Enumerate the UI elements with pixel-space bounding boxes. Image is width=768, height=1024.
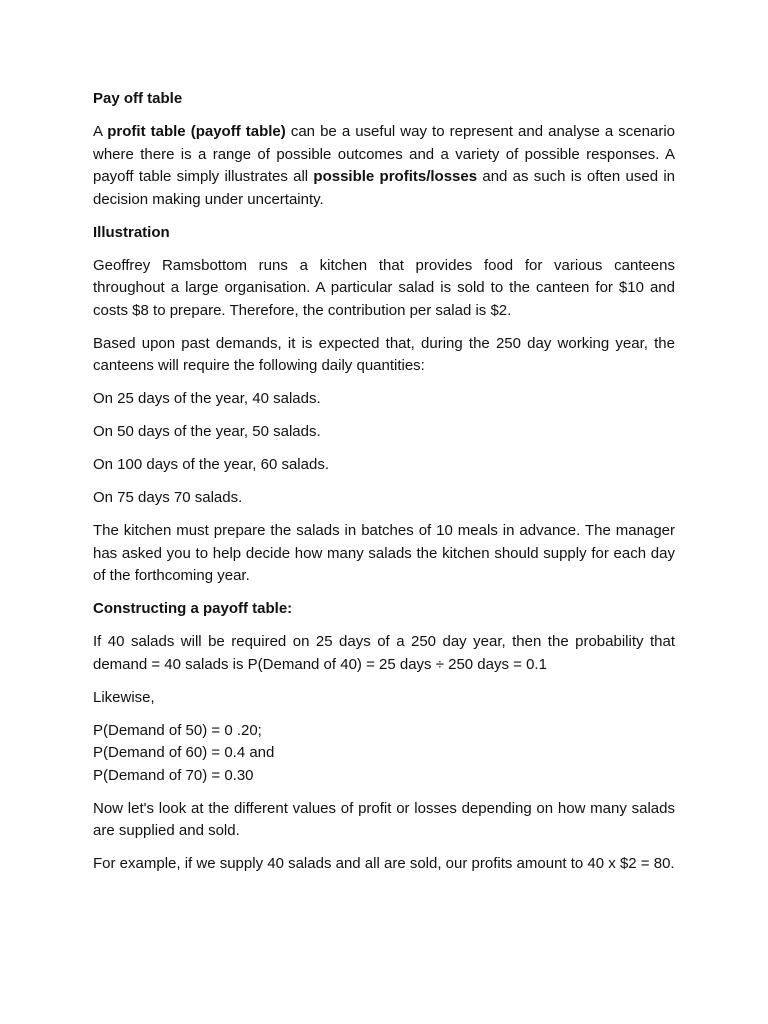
intro-bold-profit-table: profit table (payoff table) (107, 123, 286, 140)
heading-illustration: Illustration (93, 223, 170, 241)
illustration-paragraph-1: Geoffrey Ramsbottom runs a kitchen that provides food for various canteens throughout a large organisation. A particular salad is sold to the canteen for $10 and costs $8 to prepare. Therefore, the contribution per salad is $2. (93, 256, 675, 319)
probability-list (93, 720, 675, 788)
document-page (93, 88, 675, 876)
intro-paragraph (93, 121, 675, 211)
intro-bold-possible-profits: possible profits/losses (313, 168, 478, 185)
intro-text-2: can be a useful way to represent and analyse a scenario where there is a range of possible outcomes and a variety of possible responses. A payoff table simply illustrates all (93, 123, 675, 185)
heading-constructing-payoff-table: Constructing a payoff table: (93, 600, 293, 617)
probability-line: P(Demand of 50) = 0 .20; (93, 721, 262, 739)
intro-text-1: A (93, 123, 108, 140)
probability-line: P(Demand of 70) = 0.30 (93, 766, 254, 784)
batches-paragraph: The kitchen must prepare the salads in batches of 10 meals in advance. The manager has asked you to help decide how many salads the kitchen should supply for each day of the forthcoming year. (93, 522, 675, 584)
probability-line: P(Demand of 60) = 0.4 and (93, 744, 275, 761)
likewise-text: Likewise, (93, 688, 155, 706)
heading-pay-off-table: Pay off table (93, 90, 183, 107)
demand-line: On 50 days of the year, 50 salads. (93, 423, 321, 440)
demand-line: On 75 days 70 salads. (93, 489, 243, 506)
probability-paragraph: If 40 salads will be required on 25 days of a 250 day year, then the probability that demand = 40 salads is P(Demand of 40) = 25 days ÷ 250 days = 0.1 (93, 633, 675, 673)
profit-paragraph: Now let's look at the different values of profit or losses depending on how many salads are supplied and sold. (93, 799, 675, 839)
example-paragraph: For example, if we supply 40 salads and all are sold, our profits amount to 40 x $2 = 80. (93, 855, 675, 872)
demand-line: On 25 days of the year, 40 salads. (93, 390, 321, 407)
intro-text-3: and as such is often used in decision making under uncertainty. (93, 168, 676, 208)
illustration-paragraph-2: Based upon past demands, it is expected that, during the 250 day working year, the canteens will require the following daily quantities: (93, 334, 675, 374)
demand-line: On 100 days of the year, 60 salads. (93, 456, 329, 473)
